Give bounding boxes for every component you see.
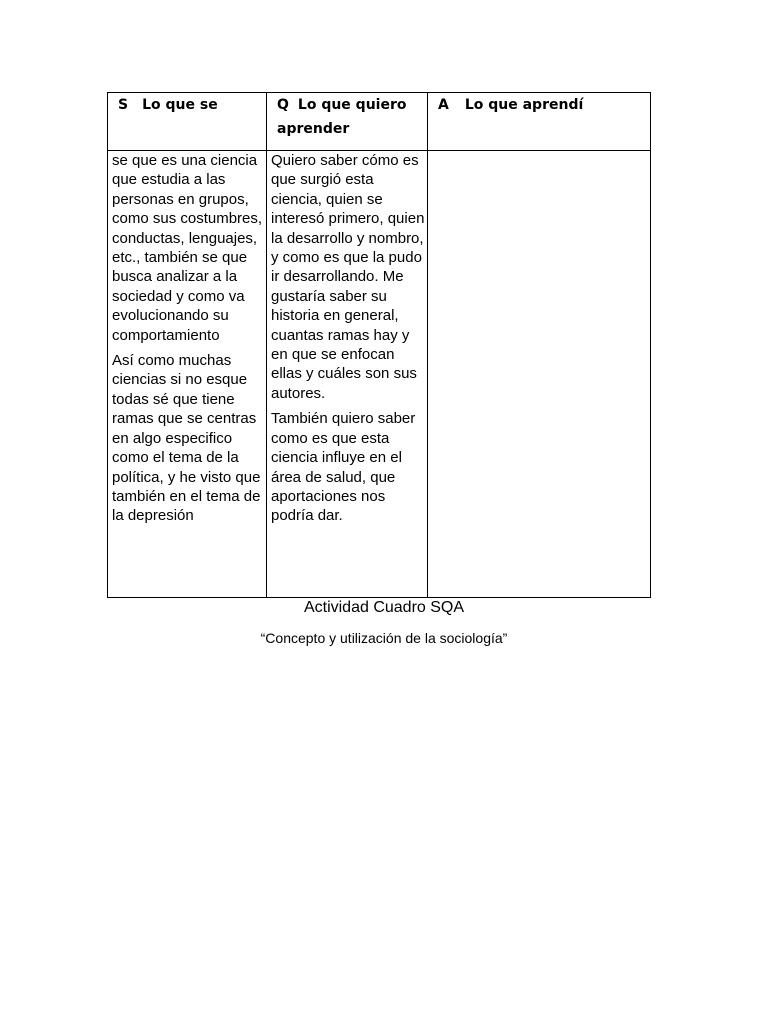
cell-q-paragraph-2: También quiero saber como es que esta ciencia influye en el área de salud, que aportaciones nos podría dar. (271, 410, 416, 525)
cell-lo-que-aprendi (428, 151, 651, 598)
cell-lo-que-se (108, 151, 267, 598)
sqa-table (107, 92, 651, 598)
header-letter-q: Q (277, 97, 289, 113)
table-body (108, 151, 651, 598)
header-letter-s: S (118, 97, 129, 113)
header-letter-a: A (438, 97, 449, 113)
header-cell-q (267, 93, 428, 151)
content-row (108, 151, 651, 598)
cell-s-paragraph-1: se que es una ciencia que estudia a las personas en grupos, como sus costumbres, conductas, lenguajes, etc., también se que busca analizar a la sociedad y como va evolucionando su comportamiento (112, 152, 263, 344)
cell-q-paragraph-1: Quiero saber cómo es que surgió esta ciencia, quien se interesó primero, quien la desarrollo y nombro, y como es que la pudo ir desarrollando. Me gustaría saber su historia en general, cuantas ramas hay y en que se enfocan ellas y cuáles son sus autores. (271, 152, 425, 402)
caption-title: Actividad Cuadro SQA (303, 599, 465, 616)
header-label-q: Lo que quiero aprender (277, 97, 407, 137)
caption-subtitle: “Concepto y utilización de la sociología” (260, 630, 508, 646)
cell-s-paragraph-2: Así como muchas ciencias si no esque todas sé que tiene ramas que se centras en algo especifico como el tema de la política, y he visto que también en el tema de la depresión (112, 352, 261, 525)
header-label-s: Lo que se (142, 97, 218, 113)
header-row (108, 93, 651, 151)
table-header (108, 93, 651, 151)
header-cell-a (428, 93, 651, 151)
header-cell-s (108, 93, 267, 151)
header-label-a: Lo que aprendí (464, 97, 584, 113)
cell-lo-que-quiero-aprender (267, 151, 428, 598)
